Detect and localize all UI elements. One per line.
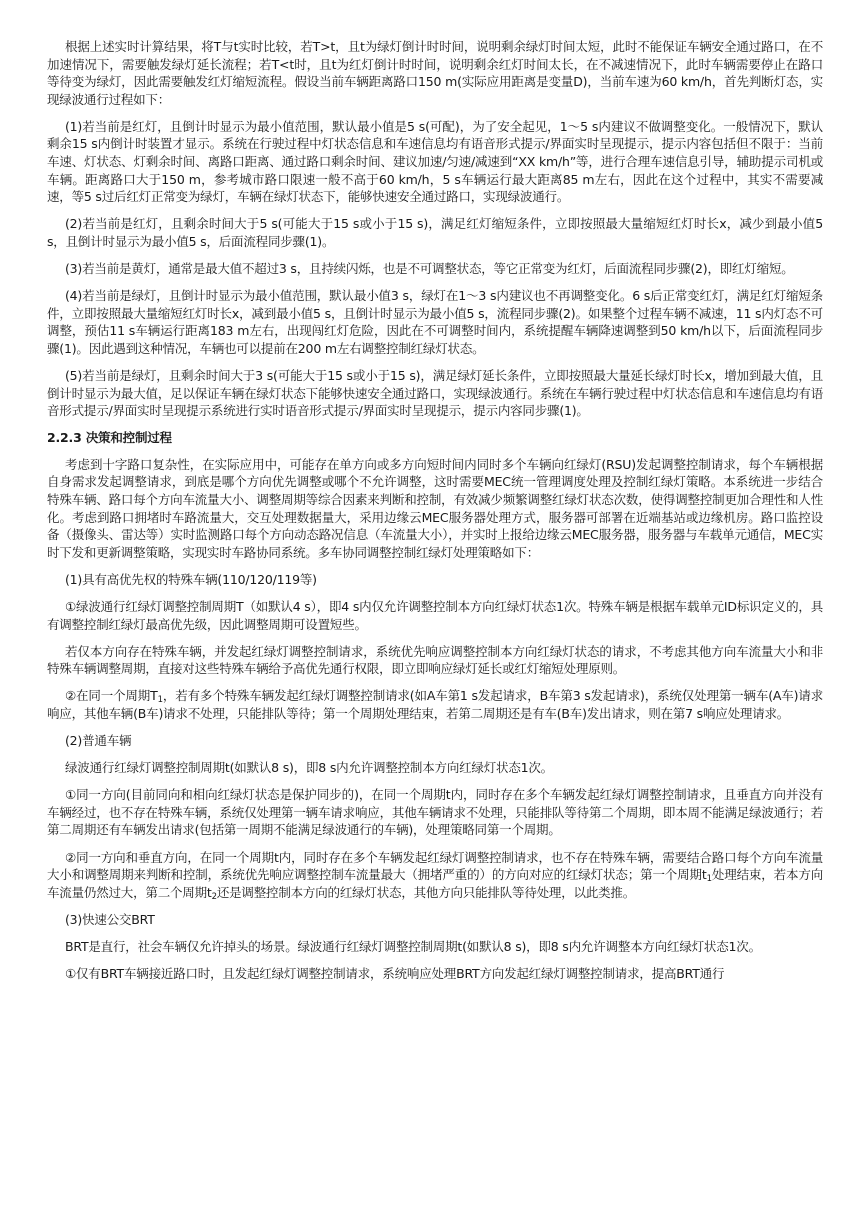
paragraph-normal-same-direction: ①同一方向(目前同向和相向红绿灯状态是保护同步的)，在同一个周期t内，同时存在多个车辆发起红绿灯调整控制请求，且垂直方向并没有车辆经过，也不存在特殊车辆，系统仅处理第一辆车请求响应，其他车辆请求不处理，只能排队等待第二个周期，即本周不能满足绿波通行；若第二周期还有车辆发出请求(包括第一周期不能满足绿波通行的车辆)，处理策略同第一个周期。 [47, 787, 823, 838]
section-heading: 2.2.3 决策和控制过程 [47, 430, 172, 446]
subscript: 1 [157, 695, 163, 706]
paragraph-step-1-red-min: (1)若当前是红灯，且倒计时显示为最小值范围，默认最小值是5 s(可配)，为了安全起见，1～5 s内建议不做调整变化。一般情况下，默认剩余15 s内倒计时装置才显示。系统在行驶过程中灯状态信息和车速信息均有语音形式提示/界面实时呈现提示，提示内容包括但不限于：当前车速、灯状态、灯剩余时间、离路口距离、通过路口剩余时间、建议加速/匀速/减速到“XX km/h”等，进行合理车速信息引导，辅助提示司机或车辆。距离路口大于150 m，参考城市路口限速一般不高于60 km/h，5 s车辆运行最大距离85 m左右，因此在这个过程中，其实不需要减速，等5 s过后红灯正常变为绿灯，车辆在绿灯状态下，能够快速安全通过路口，实现绿波通行。 [47, 118, 823, 205]
paragraph-normal-period: 绿波通行红绿灯调整控制周期t(如默认8 s)，即8 s内允许调整控制本方向红绿灯状态1次。 [65, 760, 553, 776]
paragraph-brt-period: BRT是直行，社会车辆仅允许掉头的场景。绿波通行红绿灯调整控制周期t(如默认8 s)，即8 s内允许调整本方向红绿灯状态1次。 [65, 938, 761, 954]
document-page [47, 38, 823, 992]
paragraph-step-3-yellow: (3)若当前是黄灯，通常是最大值不超过3 s，且持续闪烁，也是不可调整状态，等它正常变为红灯，后面流程同步骤(2)，即红灯缩短。 [65, 261, 794, 277]
paragraph-brt-only: ①仅有BRT车辆接近路口时，且发起红绿灯调整控制请求，系统响应处理BRT方向发起红绿灯调整控制请求，提高BRT通行 [65, 966, 725, 982]
paragraph-normal-perpendicular [47, 849, 823, 902]
paragraph-step-2-red-long: (2)若当前是红灯，且剩余时间大于5 s(可能大于15 s或小于15 s)，满足红灯缩短条件，立即按照最大量缩短红灯时长x，减少到最小值5 s，且倒计时显示为最小值5 s，后面流程同步骤(1)。 [47, 216, 823, 249]
paragraph-special-multi-request [47, 687, 823, 722]
text-span: 处理结束，若本方向车流量仍然过大，第二个周期t [47, 867, 824, 900]
paragraph-step-5-green-long: (5)若当前是绿灯，且剩余时间大于3 s(可能大于15 s或小于15 s)，满足绿灯延长条件，立即按照最大量延长绿灯时长x，增加到最大值，且倒计时显示为最大值，足以保证车辆在绿灯状态下能够快速安全通过路口，实现绿波通行。系统在车辆行驶过程中灯状态信息和车速信息均有语音形式提示/界面实时呈现提示系统进行实时语音形式提示/界面实时呈现提示，提示内容同步骤(1)。 [47, 368, 823, 419]
paragraph-special-vehicles-title: (1)具有高优先权的特殊车辆(110/120/119等) [65, 571, 317, 587]
subscript: 1 [706, 874, 712, 885]
paragraph-special-period: ①绿波通行红绿灯调整控制周期T（如默认4 s），即4 s内仅允许调整控制本方向红绿灯状态1次。特殊车辆是根据车载单元ID标识定义的，具有调整控制红绿灯最高优先级，因此调整周期可设置短些。 [47, 599, 823, 632]
paragraph-step-4-green-min: (4)若当前是绿灯，且倒计时显示为最小值范围，默认最小值3 s，绿灯在1～3 s内建议也不再调整变化。6 s后正常变红灯，满足红灯缩短条件，立即按照最大量缩短红灯时长x，减到最小值5 s，且倒计时显示为最小值5 s，流程同步骤(2)。如果整个过程车辆不减速，11 s内灯态不可调整，预估11 s车辆运行距离183 m左右，出现闯红灯危险，因此在不可调整时间内，系统提醒车辆降速调整到50 km/h以下，后面流程同步骤(1)。因此遇到这种情况，车辆也可以提前在200 m左右调整控制红绿灯状态。 [47, 288, 823, 356]
paragraph-normal-vehicles-title: (2)普通车辆 [65, 733, 132, 749]
text-span: ②在同一个周期T [65, 688, 158, 704]
paragraph-decision-intro: 考虑到十字路口复杂性，在实际应用中，可能存在单方向或多方向短时间内同时多个车辆向红绿灯(RSU)发起调整控制请求，每个车辆根据自身需求发起调整请求，到底是哪个方向优先调整或哪个不允许调整，这时需要MEC统一管理调度处理及控制红绿灯策略。本系统进一步结合特殊车辆、路口每个方向车流量大小、调整周期等综合因素来判断和控制，有效减少频繁调整红绿灯状态次数，使得调整控制更加合理性和人性化。考虑到路口拥堵时车路流量大，交互处理数据量大，采用边缘云MEC服务器处理方式，服务器可部署在近端基站或边缘机房。路口监控设备（摄像头、雷达等）实时监测路口每个方向动态路况信息（车流量大小），并实时上报给边缘云MEC服务器，服务器与车载单元通信，MEC实时下发和更新调整策略，实现实时车路协同系统。多车协同调整控制红绿灯处理策略如下： [47, 456, 823, 560]
subscript: 2 [211, 891, 217, 902]
text-span: 还是调整控制本方向的红绿灯状态，其他方向只能排队等待处理，以此类推。 [216, 884, 636, 900]
paragraph-special-single-direction: 若仅本方向存在特殊车辆，并发起红绿灯调整控制请求，系统优先响应调整控制本方向红绿灯状态的请求，不考虑其他方向车流量大小和非特殊车辆调整周期，直接对这些特殊车辆给予高优先通行权限，即立即响应绿灯延长或红灯缩短处理原则。 [47, 643, 823, 677]
text-span: ，若有多个特殊车辆发起红绿灯调整控制请求(如A车第1 s发起请求，B车第3 s发起请求)，系统仅处理第一辆车(A车)请求响应，其他车辆(B车)请求不处理，只能排队等待；第一个周期处理结束，若第二周期还是有车(B车)发出请求，则在第7 s响应处理请求。 [47, 688, 823, 721]
text-span: ②同一方向和垂直方向，在同一个周期t内，同时存在多个车辆发起红绿灯调整控制请求，也不存在特殊车辆，需要结合路口每个方向车流量大小和调整周期来判断和控制，系统优先响应调整控制车流量最大（拥堵严重的）的方向对应的红绿灯状态；第一个周期t [47, 849, 823, 883]
paragraph-threshold-comparison: 根据上述实时计算结果，将T与t实时比较，若T>t，且t为绿灯倒计时时间，说明剩余绿灯时间太短，此时不能保证车辆安全通过路口，在不加速情况下，需要触发绿灯延长流程；若T<t时，且t为红灯倒计时时间，说明剩余红灯时间太长，在不减速情况下，此时车辆需要停止在路口等待变为绿灯，因此需要触发红灯缩短流程。假设当前车辆距离路口150 m(实际应用距离是变量D)，当前车速为60 km/h，首先判断灯态，实现绿波通行过程如下： [47, 39, 823, 107]
paragraph-brt-title: (3)快速公交BRT [65, 911, 155, 927]
